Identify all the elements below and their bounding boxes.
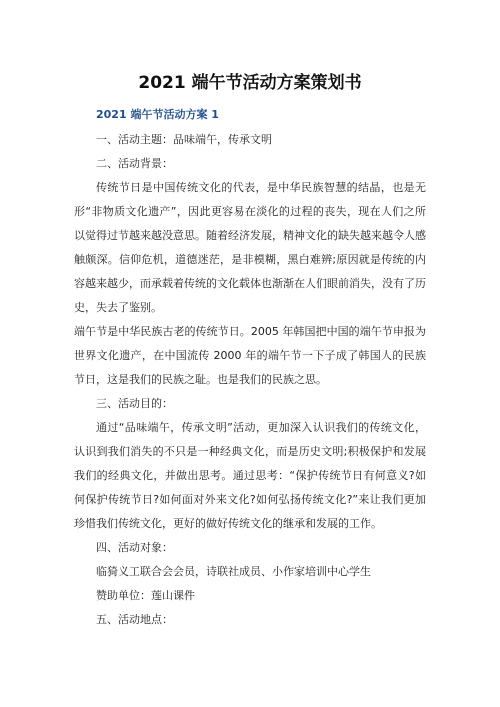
document-title: 2021 端午节活动方案策划书 xyxy=(138,73,362,93)
target-text: 临猗义工联合会会员，诗联社成员、小作家培训中心学生 xyxy=(96,565,371,578)
document-body xyxy=(74,128,426,632)
background-paragraph-1: 传统节日是中国传统文化的代表，是中华民族智慧的结晶，也是无形“非物质文化遗产”，因此更容易在淡化的过程的丧失，现在人们之所以觉得过节越来越没意思。随着经济发展，精神文化的缺失越来越令人感触颇深。信仰危机，道德迷茫，是非模糊，黑白难辨;原因就是传统的内容越来越少，而承载着传统的文化载体也渐渐在人们眼前消失，没有了历史，失去了鉴别。 xyxy=(74,181,426,314)
purpose-paragraph: 通过“品味端午，传承文明”活动，更加深入认识我们的传统文化，认识到我们消失的不只是一种经典文化，而是历史文明;积极保护和发展我们的经典文化，并做出思考。通过思考：“保护传统节日有何意义?如何保护传统节日?如何面对外来文化?如何弘扬传统文化?”来让我们更加珍惜我们传统文化，更好的做好传统文化的继承和发展的工作。 xyxy=(74,421,426,530)
background-paragraph-2: 端午节是中华民族古老的传统节日。2005 年韩国把中国的端午节申报为世界文化遗产，在中国流传 2000 年的端午节一下子成了韩国人的民族节日，这是我们的民族之耻。也是我们的民族之思。 xyxy=(74,325,426,386)
purpose-heading: 三、活动目的： xyxy=(96,397,173,410)
target-heading: 四、活动对象： xyxy=(96,541,173,554)
sponsor-text: 赞助单位：莲山课件 xyxy=(96,589,195,602)
section-title: 2021 端午节活动方案 1 xyxy=(96,108,219,121)
location-heading: 五、活动地点： xyxy=(96,613,173,626)
background-heading: 二、活动背景： xyxy=(96,157,173,170)
activity-theme: 一、活动主题：品味端午，传承文明 xyxy=(96,133,272,146)
